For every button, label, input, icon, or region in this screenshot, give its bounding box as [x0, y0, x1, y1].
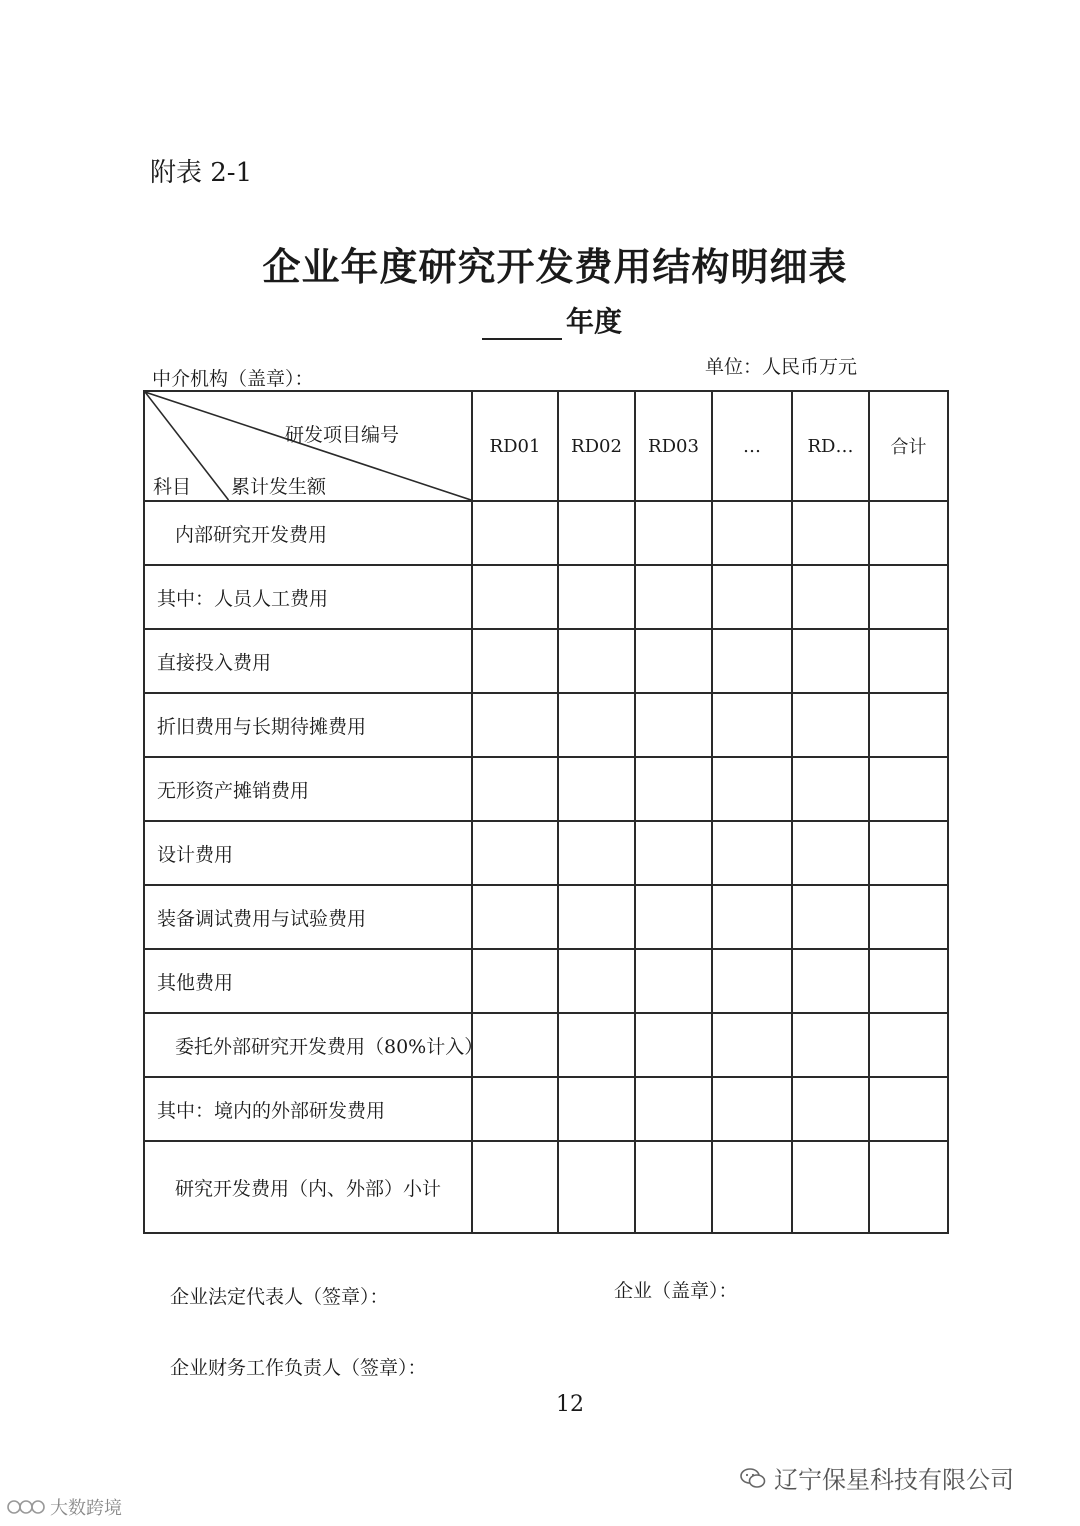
page-number: 12: [556, 1392, 584, 1417]
table-row: [144, 629, 948, 693]
data-cell[interactable]: [792, 565, 869, 629]
data-cell[interactable]: [472, 501, 558, 565]
data-cell[interactable]: [869, 949, 948, 1013]
data-cell[interactable]: [472, 821, 558, 885]
data-cell[interactable]: [635, 693, 712, 757]
data-cell[interactable]: [558, 501, 635, 565]
corner-project-code-label: 研发项目编号: [285, 424, 400, 446]
data-cell[interactable]: [558, 565, 635, 629]
row-label-external-rd: 委托外部研究开发费用（80%计入）: [144, 1013, 472, 1077]
data-cell[interactable]: [869, 885, 948, 949]
data-cell[interactable]: [472, 757, 558, 821]
data-cell[interactable]: [712, 629, 792, 693]
watermark-source: [6, 1494, 122, 1520]
data-cell[interactable]: [635, 565, 712, 629]
row-label-subtotal: 研究开发费用（内、外部）小计: [144, 1141, 472, 1233]
table-row: [144, 949, 948, 1013]
table-row: [144, 1013, 948, 1077]
data-cell[interactable]: [792, 821, 869, 885]
row-label-design: 设计费用: [144, 821, 472, 885]
data-cell[interactable]: [635, 821, 712, 885]
data-cell[interactable]: [472, 565, 558, 629]
corner-header-cell: [144, 391, 472, 501]
header-row: [144, 391, 948, 501]
year-blank: [482, 310, 562, 340]
table-row: [144, 565, 948, 629]
data-cell[interactable]: [792, 1077, 869, 1141]
table-row: [144, 821, 948, 885]
watermark-company-text: 辽宁保星科技有限公司: [774, 1466, 1014, 1494]
data-cell[interactable]: [792, 885, 869, 949]
data-cell[interactable]: [558, 1077, 635, 1141]
row-label-equipment-testing: 装备调试费用与试验费用: [144, 885, 472, 949]
data-cell[interactable]: [558, 949, 635, 1013]
data-cell[interactable]: [869, 693, 948, 757]
data-cell[interactable]: [869, 821, 948, 885]
data-cell[interactable]: [712, 693, 792, 757]
data-cell[interactable]: [558, 821, 635, 885]
data-cell[interactable]: [635, 501, 712, 565]
data-cell[interactable]: [558, 1013, 635, 1077]
data-cell[interactable]: [472, 949, 558, 1013]
legal-representative-signature: 企业法定代表人（签章）：: [170, 1286, 389, 1308]
data-cell[interactable]: [869, 629, 948, 693]
data-cell[interactable]: [792, 693, 869, 757]
watermark-company: [740, 1460, 1014, 1495]
data-cell[interactable]: [792, 949, 869, 1013]
data-cell[interactable]: [635, 629, 712, 693]
data-cell[interactable]: [869, 757, 948, 821]
data-cell[interactable]: [869, 501, 948, 565]
data-cell[interactable]: [792, 629, 869, 693]
data-cell[interactable]: [635, 757, 712, 821]
data-cell[interactable]: [472, 1141, 558, 1233]
row-label-personnel: 其中：人员人工费用: [144, 565, 472, 629]
data-cell[interactable]: [869, 1077, 948, 1141]
data-cell[interactable]: [472, 1077, 558, 1141]
logo-icon: [6, 1498, 46, 1516]
table-row: [144, 1077, 948, 1141]
year-line: [482, 300, 622, 340]
data-cell[interactable]: [558, 885, 635, 949]
data-cell[interactable]: [558, 757, 635, 821]
data-cell[interactable]: [472, 1013, 558, 1077]
agency-label: 中介机构（盖章）：: [152, 368, 314, 390]
row-label-direct-input: 直接投入费用: [144, 629, 472, 693]
data-cell[interactable]: [712, 757, 792, 821]
column-header-ellipsis: …: [712, 391, 792, 501]
table-row: [144, 1141, 948, 1233]
unit-label: 单位：人民币万元: [705, 356, 858, 378]
data-cell[interactable]: [635, 885, 712, 949]
data-cell[interactable]: [869, 1141, 948, 1233]
column-header-rd02: RD02: [558, 391, 635, 501]
data-cell[interactable]: [635, 1077, 712, 1141]
table-row: [144, 501, 948, 565]
data-cell[interactable]: [792, 501, 869, 565]
table-row: [144, 757, 948, 821]
corner-subject-label: 科目: [153, 476, 192, 498]
data-cell[interactable]: [558, 1141, 635, 1233]
corner-cumulative-amount-label: 累计发生额: [231, 476, 327, 498]
data-cell[interactable]: [792, 1013, 869, 1077]
data-cell[interactable]: [635, 949, 712, 1013]
column-header-rd01: RD01: [472, 391, 558, 501]
data-cell[interactable]: [869, 1013, 948, 1077]
data-cell[interactable]: [558, 693, 635, 757]
row-label-intangible-amortization: 无形资产摊销费用: [144, 757, 472, 821]
data-cell[interactable]: [712, 949, 792, 1013]
data-cell[interactable]: [792, 1141, 869, 1233]
data-cell[interactable]: [712, 1013, 792, 1077]
company-seal: 企业（盖章）：: [614, 1280, 738, 1302]
document-title: 企业年度研究开发费用结构明细表: [262, 245, 848, 289]
row-label-depreciation: 折旧费用与长期待摊费用: [144, 693, 472, 757]
data-cell[interactable]: [792, 757, 869, 821]
wechat-icon: [740, 1467, 766, 1489]
data-cell[interactable]: [635, 1013, 712, 1077]
row-label-domestic-external: 其中：境内的外部研发费用: [144, 1077, 472, 1141]
data-cell[interactable]: [558, 629, 635, 693]
data-cell[interactable]: [635, 1141, 712, 1233]
year-suffix: 年度: [566, 305, 623, 338]
watermark-source-text: 大数跨境: [50, 1498, 122, 1519]
data-cell[interactable]: [712, 885, 792, 949]
column-header-rd-more: RD…: [792, 391, 869, 501]
data-cell[interactable]: [712, 565, 792, 629]
table-row: [144, 693, 948, 757]
column-header-rd03: RD03: [635, 391, 712, 501]
data-cell[interactable]: [472, 693, 558, 757]
data-cell[interactable]: [472, 629, 558, 693]
annex-label: 附表 2-1: [150, 158, 253, 188]
finance-head-signature: 企业财务工作负责人（签章）：: [170, 1357, 427, 1379]
expense-table-wrapper: [143, 390, 947, 1232]
data-cell[interactable]: [712, 821, 792, 885]
row-label-other: 其他费用: [144, 949, 472, 1013]
table-row: [144, 885, 948, 949]
expense-table: [143, 390, 949, 1234]
data-cell[interactable]: [712, 1077, 792, 1141]
data-cell[interactable]: [472, 885, 558, 949]
data-cell[interactable]: [869, 565, 948, 629]
row-label-internal-rd: 内部研究开发费用: [144, 501, 472, 565]
data-cell[interactable]: [712, 501, 792, 565]
column-header-total: 合计: [869, 391, 948, 501]
data-cell[interactable]: [712, 1141, 792, 1233]
